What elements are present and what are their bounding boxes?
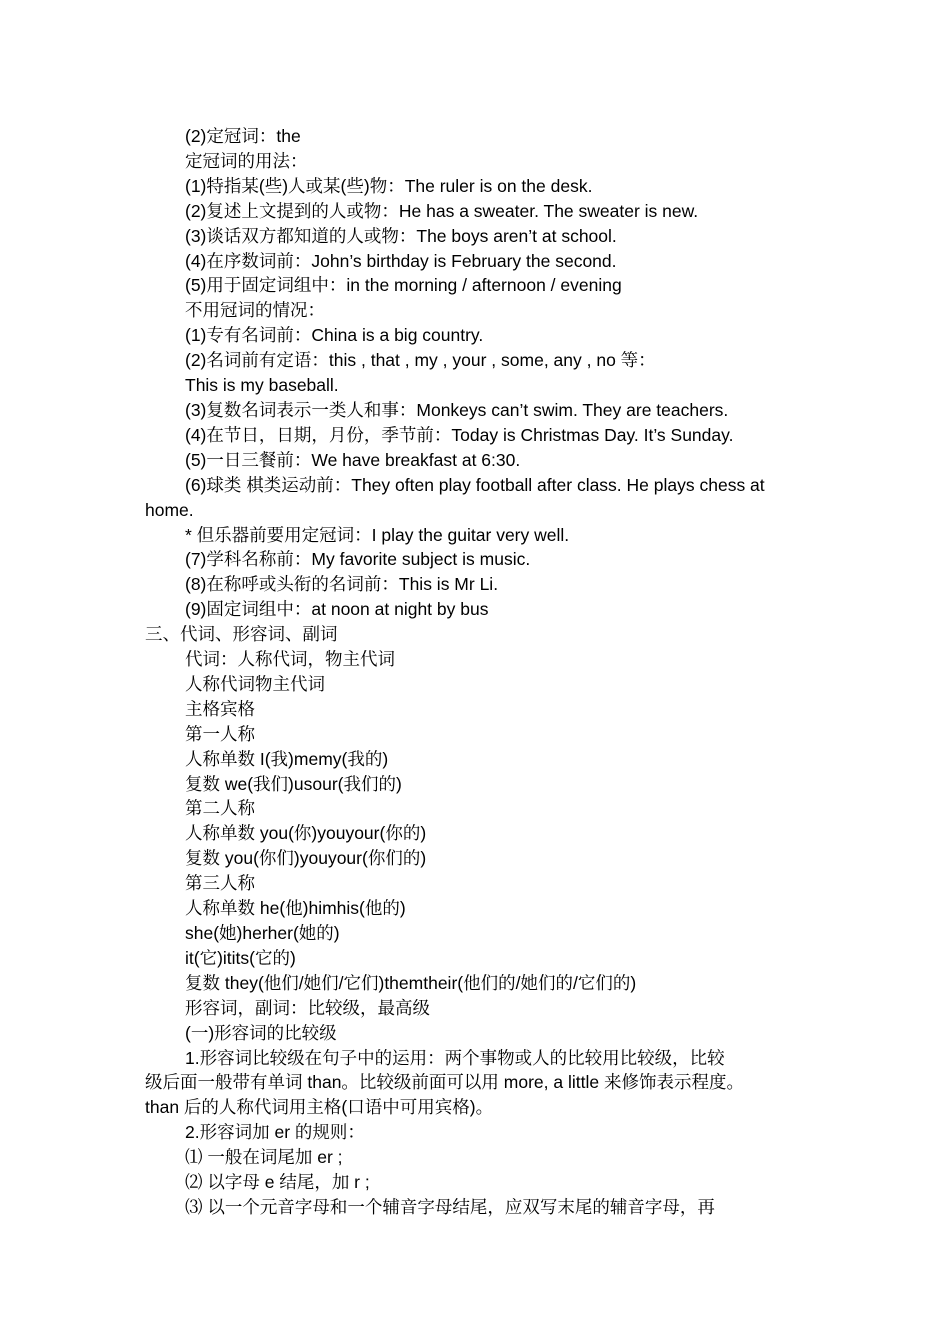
document-line: 人称代词物主代词 bbox=[185, 673, 325, 694]
document-line: 定冠词的用法： bbox=[185, 150, 308, 171]
document-line: she(她)herher(她的) bbox=[185, 923, 340, 943]
document-line: 人称单数 he(他)himhis(他的) bbox=[185, 898, 406, 919]
document-line: 复数 you(你们)youyour(你们的) bbox=[185, 848, 427, 869]
document-body bbox=[145, 124, 825, 1220]
document-line: 第二人称 bbox=[185, 798, 255, 819]
document-line: (7)学科名称前：My favorite subject is music. bbox=[185, 549, 531, 570]
document-line: ⑴ 一般在词尾加 er ; bbox=[185, 1147, 343, 1168]
document-line: (1)特指某(些)人或某(些)物：The ruler is on the desk. bbox=[185, 175, 593, 196]
document-line: (一)形容词的比较级 bbox=[185, 1022, 337, 1043]
document-line: home. bbox=[145, 499, 194, 520]
document-line: ⑶ 以一个元音字母和一个辅音字母结尾，应双写末尾的辅音字母，再 bbox=[185, 1196, 715, 1217]
document-line: (5)用于固定词组中：in the morning / afternoon / evening bbox=[185, 275, 622, 296]
document-line: 1.形容词比较级在句子中的运用：两个事物或人的比较用比较级，比较 bbox=[185, 1047, 725, 1068]
document-line: (5)一日三餐前：We have breakfast at 6:30. bbox=[185, 449, 521, 470]
document-line: 三、代词、形容词、副词 bbox=[145, 624, 338, 645]
document-line: 人称单数 you(你)youyour(你的) bbox=[185, 823, 427, 844]
document-line: (2)名词前有定语：this , that , my , your , some, any , no 等： bbox=[185, 350, 656, 371]
document-line: (3)谈话双方都知道的人或物：The boys aren’t at school. bbox=[185, 225, 617, 246]
document-line: (8)在称呼或头衔的名词前：This is Mr Li. bbox=[185, 574, 499, 595]
document-line: (4)在序数词前：John’s birthday is February the second. bbox=[185, 250, 617, 271]
document-line: (2)定冠词：the bbox=[185, 126, 301, 146]
document-line: ⑵ 以字母 e 结尾，加 r ; bbox=[185, 1172, 370, 1193]
document-line: 代词：人称代词，物主代词 bbox=[185, 649, 395, 670]
document-line: * 但乐器前要用定冠词：I play the guitar very well. bbox=[185, 524, 570, 545]
document-line: 形容词，副词：比较级，最高级 bbox=[185, 997, 430, 1018]
document-line: 人称单数 I(我)memy(我的) bbox=[185, 748, 389, 769]
document-line: 不用冠词的情况： bbox=[185, 300, 325, 321]
document-line: 级后面一般带有单词 than。比较级前面可以用 more, a little 来修饰表示程度。 bbox=[145, 1072, 744, 1093]
document-line: (1)专有名词前：China is a big country. bbox=[185, 325, 484, 346]
document-line: (2)复述上文提到的人或物：He has a sweater. The sweater is new. bbox=[185, 200, 699, 221]
document-line: it(它)itits(它的) bbox=[185, 947, 296, 968]
document-line: 主格宾格 bbox=[185, 698, 255, 719]
document-line: 2.形容词加 er 的规则： bbox=[185, 1122, 365, 1143]
document-line: (4)在节日，日期，月份，季节前：Today is Christmas Day. It’s Sunday. bbox=[185, 424, 734, 445]
document-line: (9)固定词组中：at noon at night by bus bbox=[185, 599, 489, 620]
document-line: 第一人称 bbox=[185, 723, 255, 744]
document-line: than 后的人称代词用主格(口语中可用宾格)。 bbox=[145, 1097, 494, 1118]
document-line: 复数 they(他们/她们/它们)themtheir(他们的/她们的/它们的) bbox=[185, 972, 637, 993]
document-line: 第三人称 bbox=[185, 873, 255, 894]
document-line: (6)球类 棋类运动前：They often play football after class. He plays chess at bbox=[185, 474, 765, 495]
document-line: 复数 we(我们)usour(我们的) bbox=[185, 773, 402, 794]
document-line: (3)复数名词表示一类人和事：Monkeys can’t swim. They are teachers. bbox=[185, 399, 729, 420]
document-line: This is my baseball. bbox=[185, 375, 339, 396]
